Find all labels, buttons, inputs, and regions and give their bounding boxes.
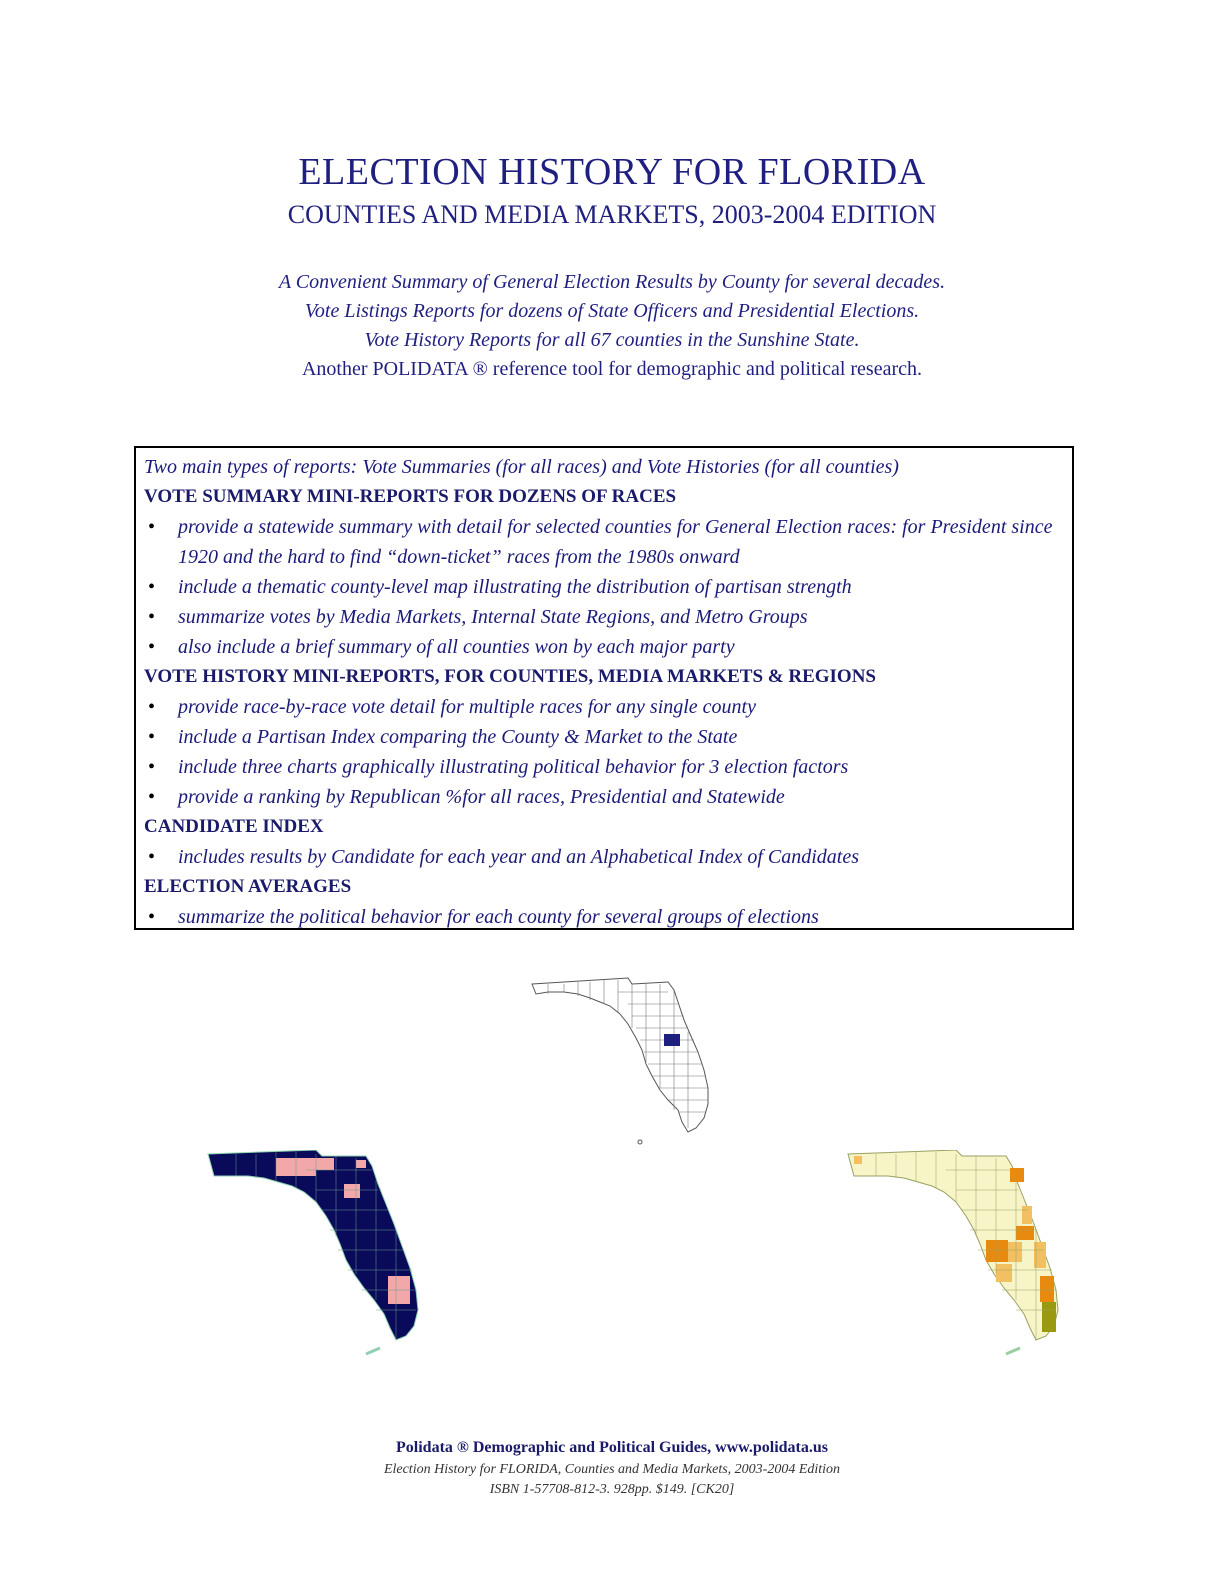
bullet-icon: • (148, 756, 156, 778)
keys-islands-thematic (1006, 1348, 1020, 1354)
section-heading-election-averages: ELECTION AVERAGES (144, 876, 352, 897)
section-heading-vote-history: VOTE HISTORY MINI-REPORTS, FOR COUNTIES, MEDIA MARKETS & REGIONS (144, 666, 877, 687)
list-item-text: summarize votes by Media Markets, Internal State Regions, and Metro Groups (178, 606, 808, 628)
florida-outline-map (528, 972, 718, 1152)
list-item (144, 782, 1064, 812)
highlighted-county (664, 1034, 680, 1046)
keys-islet (638, 1140, 642, 1144)
florida-state-shape (532, 978, 708, 1132)
bullet-icon: • (148, 786, 156, 808)
florida-partisan-map-svg (206, 1150, 436, 1360)
section-heading-candidate-index: CANDIDATE INDEX (144, 816, 324, 837)
list-item-text: provide a statewide summary with detail for selected counties for General Election races: for President since 1920 and the hard to find “down-ticket” races from the 1980s onward (178, 516, 1053, 568)
list-item (144, 902, 1064, 932)
vote-summary-list (144, 512, 1064, 662)
florida-thematic-map (846, 1150, 1076, 1360)
florida-partisan-map (206, 1150, 436, 1360)
document-subtitle: COUNTIES AND MEDIA MARKETS, 2003-2004 EDITION (287, 200, 937, 229)
list-item-text: summarize the political behavior for each county for several groups of elections (178, 906, 819, 928)
intro-line-3: Vote History Reports for all 67 counties in the Sunshine State. (364, 329, 860, 351)
florida-outline-map-svg (528, 972, 718, 1152)
box-lead: Two main types of reports: Vote Summaries (for all races) and Vote Histories (for all counties) (144, 456, 899, 478)
bullet-icon: • (148, 846, 156, 868)
candidate-index-list (144, 842, 1064, 872)
vote-history-list (144, 692, 1064, 812)
footer (0, 1436, 1224, 1500)
footer-edition: Election History for FLORIDA, Counties and Media Markets, 2003-2004 Edition (383, 1462, 841, 1477)
list-item (144, 752, 1064, 782)
intro-line-4-prefix: Another (301, 358, 373, 380)
intro-line-4 (0, 355, 1224, 384)
list-item (144, 512, 1064, 572)
keys-islands-partisan (366, 1348, 380, 1354)
bullet-icon: • (148, 696, 156, 718)
list-item (144, 692, 1064, 722)
intro-line-1: A Convenient Summary of General Election Results by County for several decades. (278, 271, 946, 293)
list-item (144, 572, 1064, 602)
list-item-text: include three charts graphically illustrating political behavior for 3 election factors (178, 756, 849, 778)
list-item (144, 602, 1064, 632)
features-box (134, 446, 1074, 930)
list-item-text: includes results by Candidate for each year and an Alphabetical Index of Candidates (178, 846, 860, 868)
document-title: ELECTION HISTORY FOR FLORIDA (298, 151, 926, 193)
bullet-icon: • (148, 516, 156, 538)
bullet-icon: • (148, 726, 156, 748)
bullet-icon: • (148, 636, 156, 658)
list-item-text: provide race-by-race vote detail for multiple races for any single county (178, 696, 756, 718)
election-averages-list (144, 902, 1064, 932)
bullet-icon: • (148, 576, 156, 598)
florida-state-shape-partisan (208, 1150, 418, 1340)
list-item-text: provide a ranking by Republican %for all races, Presidential and Statewide (178, 786, 785, 808)
footer-publisher: Polidata ® Demographic and Political Guides, www.polidata.us (396, 1439, 828, 1456)
section-heading-vote-summary: VOTE SUMMARY MINI-REPORTS FOR DOZENS OF RACES (144, 486, 677, 507)
intro-line-4-suffix: reference tool for demographic and political research. (487, 358, 923, 380)
list-item (144, 632, 1064, 662)
list-item-text: include a thematic county-level map illustrating the distribution of partisan strength (178, 576, 852, 598)
florida-state-shape-thematic (848, 1150, 1058, 1340)
brand-name: POLIDATA ® (372, 358, 488, 380)
footer-isbn: ISBN 1-57708-812-3. 928pp. $149. [CK20] (489, 1482, 735, 1497)
intro-block (0, 268, 1224, 384)
bullet-icon: • (148, 606, 156, 628)
list-item (144, 722, 1064, 752)
bullet-icon: • (148, 906, 156, 928)
list-item-text: include a Partisan Index comparing the County & Market to the State (178, 726, 738, 748)
list-item (144, 842, 1064, 872)
intro-line-2: Vote Listings Reports for dozens of State Officers and Presidential Elections. (304, 300, 920, 322)
florida-thematic-map-svg (846, 1150, 1076, 1360)
list-item-text: also include a brief summary of all counties won by each major party (178, 636, 735, 658)
